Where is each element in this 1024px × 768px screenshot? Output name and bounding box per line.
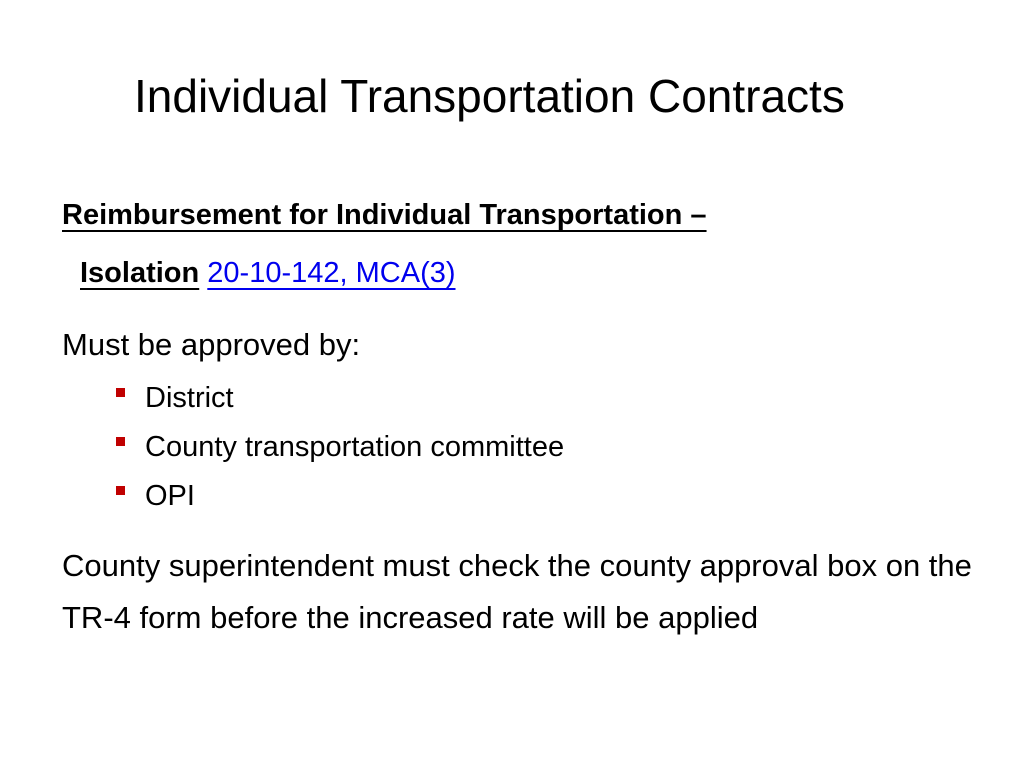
approver-district: District (145, 382, 234, 414)
square-bullet-icon (116, 388, 125, 397)
approver-list (116, 374, 564, 521)
list-item (116, 374, 564, 423)
slide-title: Individual Transportation Contracts (134, 70, 845, 122)
square-bullet-icon (116, 486, 125, 495)
approval-label: Must be approved by: (62, 327, 361, 362)
square-bullet-icon (116, 437, 125, 446)
section-heading (62, 192, 707, 238)
section-heading-line2 (80, 250, 456, 296)
section-heading-line1: Reimbursement for Individual Transportation – (62, 199, 707, 231)
county-superintendent-note: County superintendent must check the county approval box on the TR-4 form before the increased rate will be applied (62, 548, 972, 635)
isolation-label: Isolation (80, 257, 200, 289)
approver-county-committee: County transportation committee (145, 431, 565, 463)
statute-reference-link[interactable]: 20-10-142, MCA(3) (207, 257, 456, 289)
approver-opi: OPI (145, 480, 195, 512)
list-item (116, 423, 564, 472)
list-item (116, 472, 564, 521)
